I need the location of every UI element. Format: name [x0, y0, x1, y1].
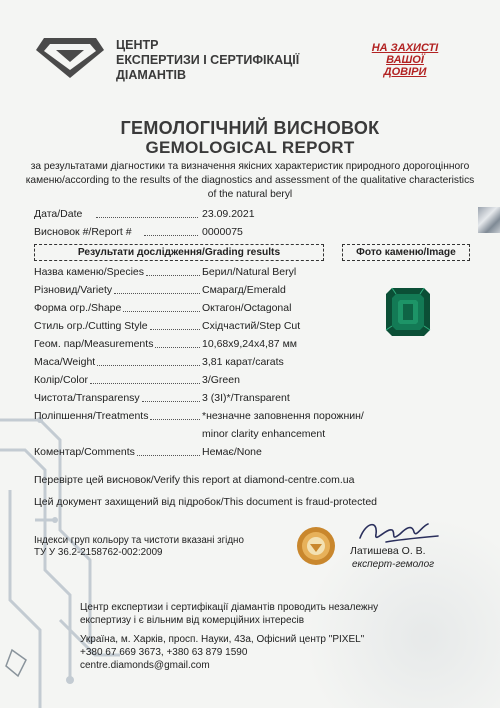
field-row [34, 410, 364, 426]
field-dots [90, 383, 200, 384]
seal-line2: ВАШОЇ [386, 54, 424, 66]
center-name-line3: ДІАМАНТІВ [116, 68, 187, 82]
field-dots [146, 275, 200, 276]
field-value: Немає/None [202, 446, 262, 458]
expert-signature [356, 514, 440, 548]
title-en: GEMOLOGICAL REPORT [145, 138, 355, 157]
seal-line3: ДОВІРИ [383, 66, 427, 78]
field-value: 3/Green [202, 374, 240, 386]
field-row [34, 392, 364, 408]
subtitle: за результатами діагностики та визначення якісних характеристик природного дорогоцінного каменю/according to the results of the diagnostics and assessment of the qualitative characteristics of the natural beryl [25, 161, 475, 200]
field-value: Східчастий/Step Cut [202, 320, 301, 332]
field-dots [114, 293, 200, 294]
report-number-label: Висновок #/Report # [34, 226, 132, 238]
field-label: Форма огр./Shape [34, 302, 122, 314]
verify-text: Перевірте цей висновок/Verify this report at diamond-centre.com.ua [34, 474, 355, 486]
footer-note [80, 601, 378, 627]
field-value: 10,68x9,24x4,87 мм [202, 338, 298, 350]
field-row [34, 284, 364, 300]
center-name [116, 38, 299, 83]
title-uk: ГЕМОЛОГІЧНИЙ ВИСНОВОК [120, 118, 380, 138]
footer-note-line1: Центр експертизи і сертифікації діамантів проводить незалежну [80, 602, 379, 613]
protect-text: Цей документ захищений від підробок/This document is fraud-protected [34, 496, 377, 508]
field-dots [123, 311, 200, 312]
field-row [34, 374, 364, 390]
indices-line2: ТУ У 36.2-2158762-002:2009 [34, 547, 163, 558]
field-label: Колір/Color [34, 374, 89, 386]
date-row [34, 208, 334, 224]
photo-header: Фото каменю/Image [342, 244, 470, 261]
date-label: Дата/Date [34, 208, 83, 220]
field-dots [137, 455, 200, 456]
field-row [34, 320, 364, 336]
emerald-photo [384, 286, 432, 338]
diamond-logo-icon [34, 36, 106, 80]
field-value: 3 (3I)*/Transparent [202, 392, 290, 404]
field-dots [97, 365, 200, 366]
field-value: Берил/Natural Beryl [202, 266, 297, 278]
field-row [34, 338, 364, 354]
field-value: 3,81 карат/carats [202, 356, 284, 368]
field-row [34, 428, 364, 444]
indices-note [34, 535, 244, 559]
field-label: Маса/Weight [34, 356, 96, 368]
field-label: Чистота/Transparensy [34, 392, 140, 404]
footer-address: Україна, м. Харків, просп. Науки, 43а, Офісний центр "PIXEL" [80, 634, 365, 645]
field-label: Стиль огр./Cutting Style [34, 320, 148, 332]
field-value: *незначне заповнення порожнин/ [202, 410, 364, 422]
field-row [34, 356, 364, 372]
expert-role: експерт-гемолог [352, 559, 435, 570]
field-label: Різновид/Variety [34, 284, 113, 296]
gold-stamp-icon [296, 526, 336, 566]
field-row [34, 446, 364, 462]
grading-results-header: Результати дослідження/Grading results [34, 244, 324, 261]
seal-line1: НА ЗАХИСТІ [371, 42, 439, 54]
field-label: Назва каменю/Species [34, 266, 145, 278]
footer-note-line2: експертизу і є вільним від комерційних інтересів [80, 615, 305, 626]
field-label: Поліпшення/Treatments [34, 410, 149, 422]
center-name-line2: ЕКСПЕРТИЗИ І СЕРТИФІКАЦІЇ [116, 53, 300, 67]
field-row [34, 266, 364, 282]
field-label: Коментар/Comments [34, 446, 135, 458]
field-row [34, 302, 364, 318]
expert-name: Латишева О. В. [350, 545, 426, 557]
field-value: minor clarity enhancement [202, 428, 326, 440]
report-number-value: 0000075 [202, 226, 243, 238]
field-value: Смарагд/Emerald [202, 284, 286, 296]
field-dots [142, 401, 200, 402]
center-name-line1: ЦЕНТР [116, 38, 159, 52]
footer-email[interactable]: centre.diamonds@gmail.com [80, 660, 210, 671]
report-number-row [34, 226, 334, 242]
field-dots [150, 419, 200, 420]
footer-phones: +380 67 669 3673, +380 63 879 1590 [80, 647, 248, 658]
hologram-icon [478, 207, 500, 233]
field-value: Октагон/Octagonal [202, 302, 292, 314]
field-label: Геом. пар/Measurements [34, 338, 154, 350]
indices-line1: Індекси груп кольору та чистоти вказані згідно [34, 535, 244, 546]
field-dots [155, 347, 200, 348]
field-dots [150, 329, 200, 330]
date-value: 23.09.2021 [202, 208, 255, 220]
trust-seal [360, 42, 450, 78]
footer-contacts [80, 633, 364, 672]
